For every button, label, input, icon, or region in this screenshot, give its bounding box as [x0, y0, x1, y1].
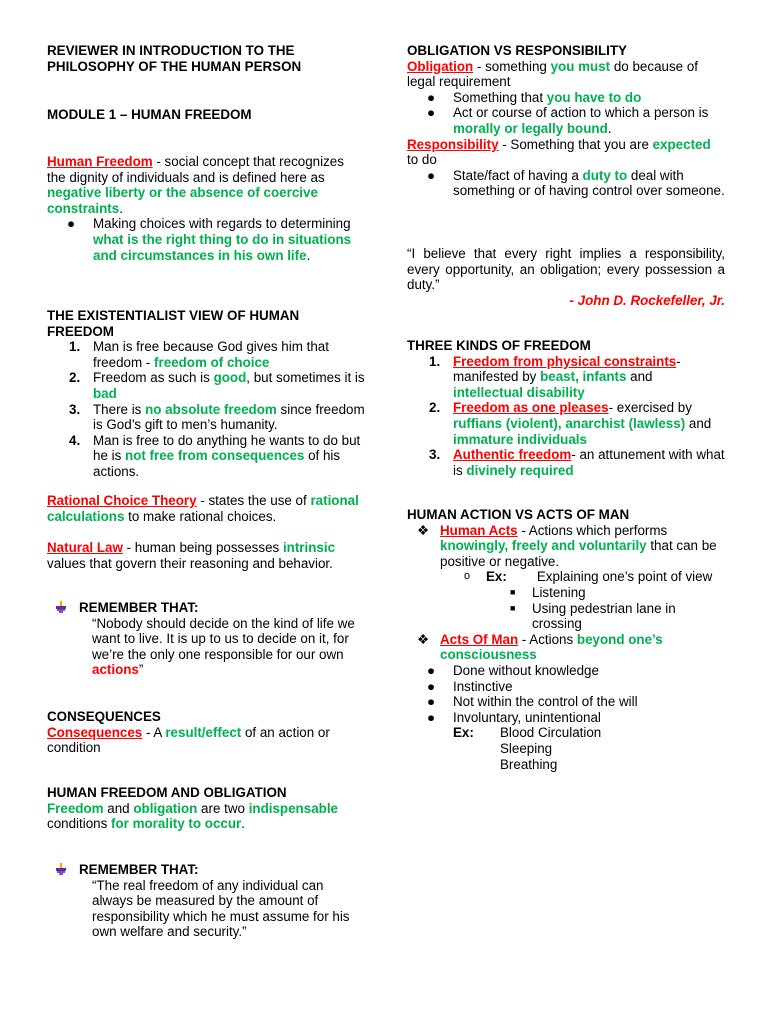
square-bullet-icon: ■	[510, 602, 516, 613]
black-dot-icon: ●	[427, 662, 436, 678]
remember-note-2: REMEMBER THAT: “The real freedom of any individual can always be measured by the amount of responsibility which he must assume for his own welfare and security.”	[47, 862, 365, 940]
list-item: ● Act or course of action to which a person is morally or legally bound.	[427, 105, 709, 136]
list-item: 1. Man is free because God gives him that freedom - freedom of choice	[69, 339, 329, 370]
human-action-section	[407, 507, 725, 772]
black-dot-icon: ●	[427, 167, 436, 183]
list-item: o Ex: Explaining one’s point of view	[464, 569, 713, 585]
remember-pin-icon	[55, 863, 67, 879]
list-item: ● State/fact of having a duty to deal with something or of having control over someone.	[427, 167, 725, 199]
black-dot-icon: ●	[427, 89, 436, 105]
list-item: ● Making choices with regards to determining what is the right thing to do in situations and circumstances in his own life.	[67, 216, 352, 263]
list-item: ❖ Human Acts - Actions which performs knowingly, freely and voluntarily that can be positive or negative.	[417, 522, 717, 569]
list-item: 1. Freedom from physical constraints- manifested by beast, infants and intellectual disability	[429, 353, 681, 400]
consequences-section: CONSEQUENCES Consequences - A result/effect of an action or condition	[47, 709, 365, 756]
black-dot-icon: ●	[427, 694, 436, 710]
existentialist-section	[47, 308, 365, 480]
black-dot-icon: ●	[427, 709, 436, 725]
list-item: 2. Freedom as such is good, but sometimes it is bad	[69, 370, 365, 401]
list-item: ● Done without knowledge	[427, 662, 599, 678]
list-item: ● Not within the control of the will	[427, 694, 638, 710]
diamond-bullet-icon: ❖	[417, 631, 430, 647]
section-heading: CONSEQUENCES	[47, 709, 161, 724]
three-kinds-section	[407, 338, 725, 478]
list-item: 3. Authentic freedom- an attunement with what is divinely required	[429, 447, 725, 478]
section-heading: THE EXISTENTIALIST VIEW OF HUMAN FREEDOM	[47, 308, 300, 339]
section-heading: THREE KINDS OF FREEDOM	[407, 338, 591, 353]
list-item: ■ Listening	[510, 584, 586, 600]
list-item: ❖ Acts Of Man - Actions beyond one’s consciousness	[417, 631, 663, 663]
list-item: ■ Using pedestrian lane in crossing	[510, 600, 676, 632]
list-item: ● Instinctive	[427, 678, 513, 694]
list-item: ● Involuntary, unintentional	[427, 709, 601, 725]
rational-choice-theory: Rational Choice Theory - states the use of rational calculations to make rational choices.	[47, 493, 359, 524]
quote-author: - John D. Rockefeller, Jr.	[569, 292, 725, 308]
obligation-responsibility-section: OBLIGATION VS RESPONSIBILITY Obligation - something you must do because of legal requirement ● Something that you have to do ● Act or course of action to which a person is morally or legally bound. Responsibility - Something that you are expected to do ● State/fact of having a duty to deal with something or of having control over someone.	[407, 43, 725, 199]
remember-pin-icon	[55, 601, 67, 617]
black-dot-icon: ●	[427, 678, 436, 694]
section-heading: OBLIGATION VS RESPONSIBILITY	[407, 43, 627, 58]
section-heading: HUMAN FREEDOM AND OBLIGATION	[47, 785, 287, 800]
list-item: 3. There is no absolute freedom since freedom is God’s gift to men’s humanity.	[69, 401, 365, 433]
freedom-obligation-section: HUMAN FREEDOM AND OBLIGATION Freedom and obligation are two indispensable conditions for morality to occur.	[47, 785, 365, 832]
remember-note-1: REMEMBER THAT: “Nobody should decide on the kind of life we want to live. It is up to us to decide on it, for we’re the only one responsible for our own actions”	[47, 600, 365, 678]
natural-law: Natural Law - human being possesses intrinsic values that govern their reasoning and behavior.	[47, 540, 336, 571]
list-item: 4. Man is free to do anything he wants to do but he is not free from consequences of his actions.	[69, 432, 361, 479]
list-item: 2. Freedom as one pleases- exercised by ruffians (violent), anarchist (lawless) and immature individuals	[429, 400, 712, 447]
list-item: ● Something that you have to do	[427, 89, 642, 105]
black-dot-icon: ●	[67, 216, 76, 232]
hollow-circle-icon: o	[464, 570, 471, 583]
document-title: REVIEWER IN INTRODUCTION TO THE PHILOSOPHY OF THE HUMAN PERSON	[47, 43, 302, 74]
rockefeller-quote: “I believe that every right implies a responsibility, every opportunity, an obligation; every possession a duty.” - John D. Rockefeller, Jr.	[407, 246, 725, 308]
diamond-bullet-icon: ❖	[417, 522, 430, 538]
section-heading: HUMAN ACTION VS ACTS OF MAN	[407, 507, 630, 522]
black-dot-icon: ●	[427, 105, 436, 121]
human-freedom-definition: Human Freedom - social concept that recognizes the dignity of individuals and is defined here as negative liberty or the absence of coercive constraints. ● Making choices with regards to determining what is the right thing to do in situations and circumstances in his own life.	[47, 154, 365, 263]
square-bullet-icon: ■	[510, 586, 516, 597]
example-list: Ex: Blood Circulation Sleeping Breathing	[453, 725, 602, 772]
module-heading: MODULE 1 – HUMAN FREEDOM	[47, 107, 252, 122]
